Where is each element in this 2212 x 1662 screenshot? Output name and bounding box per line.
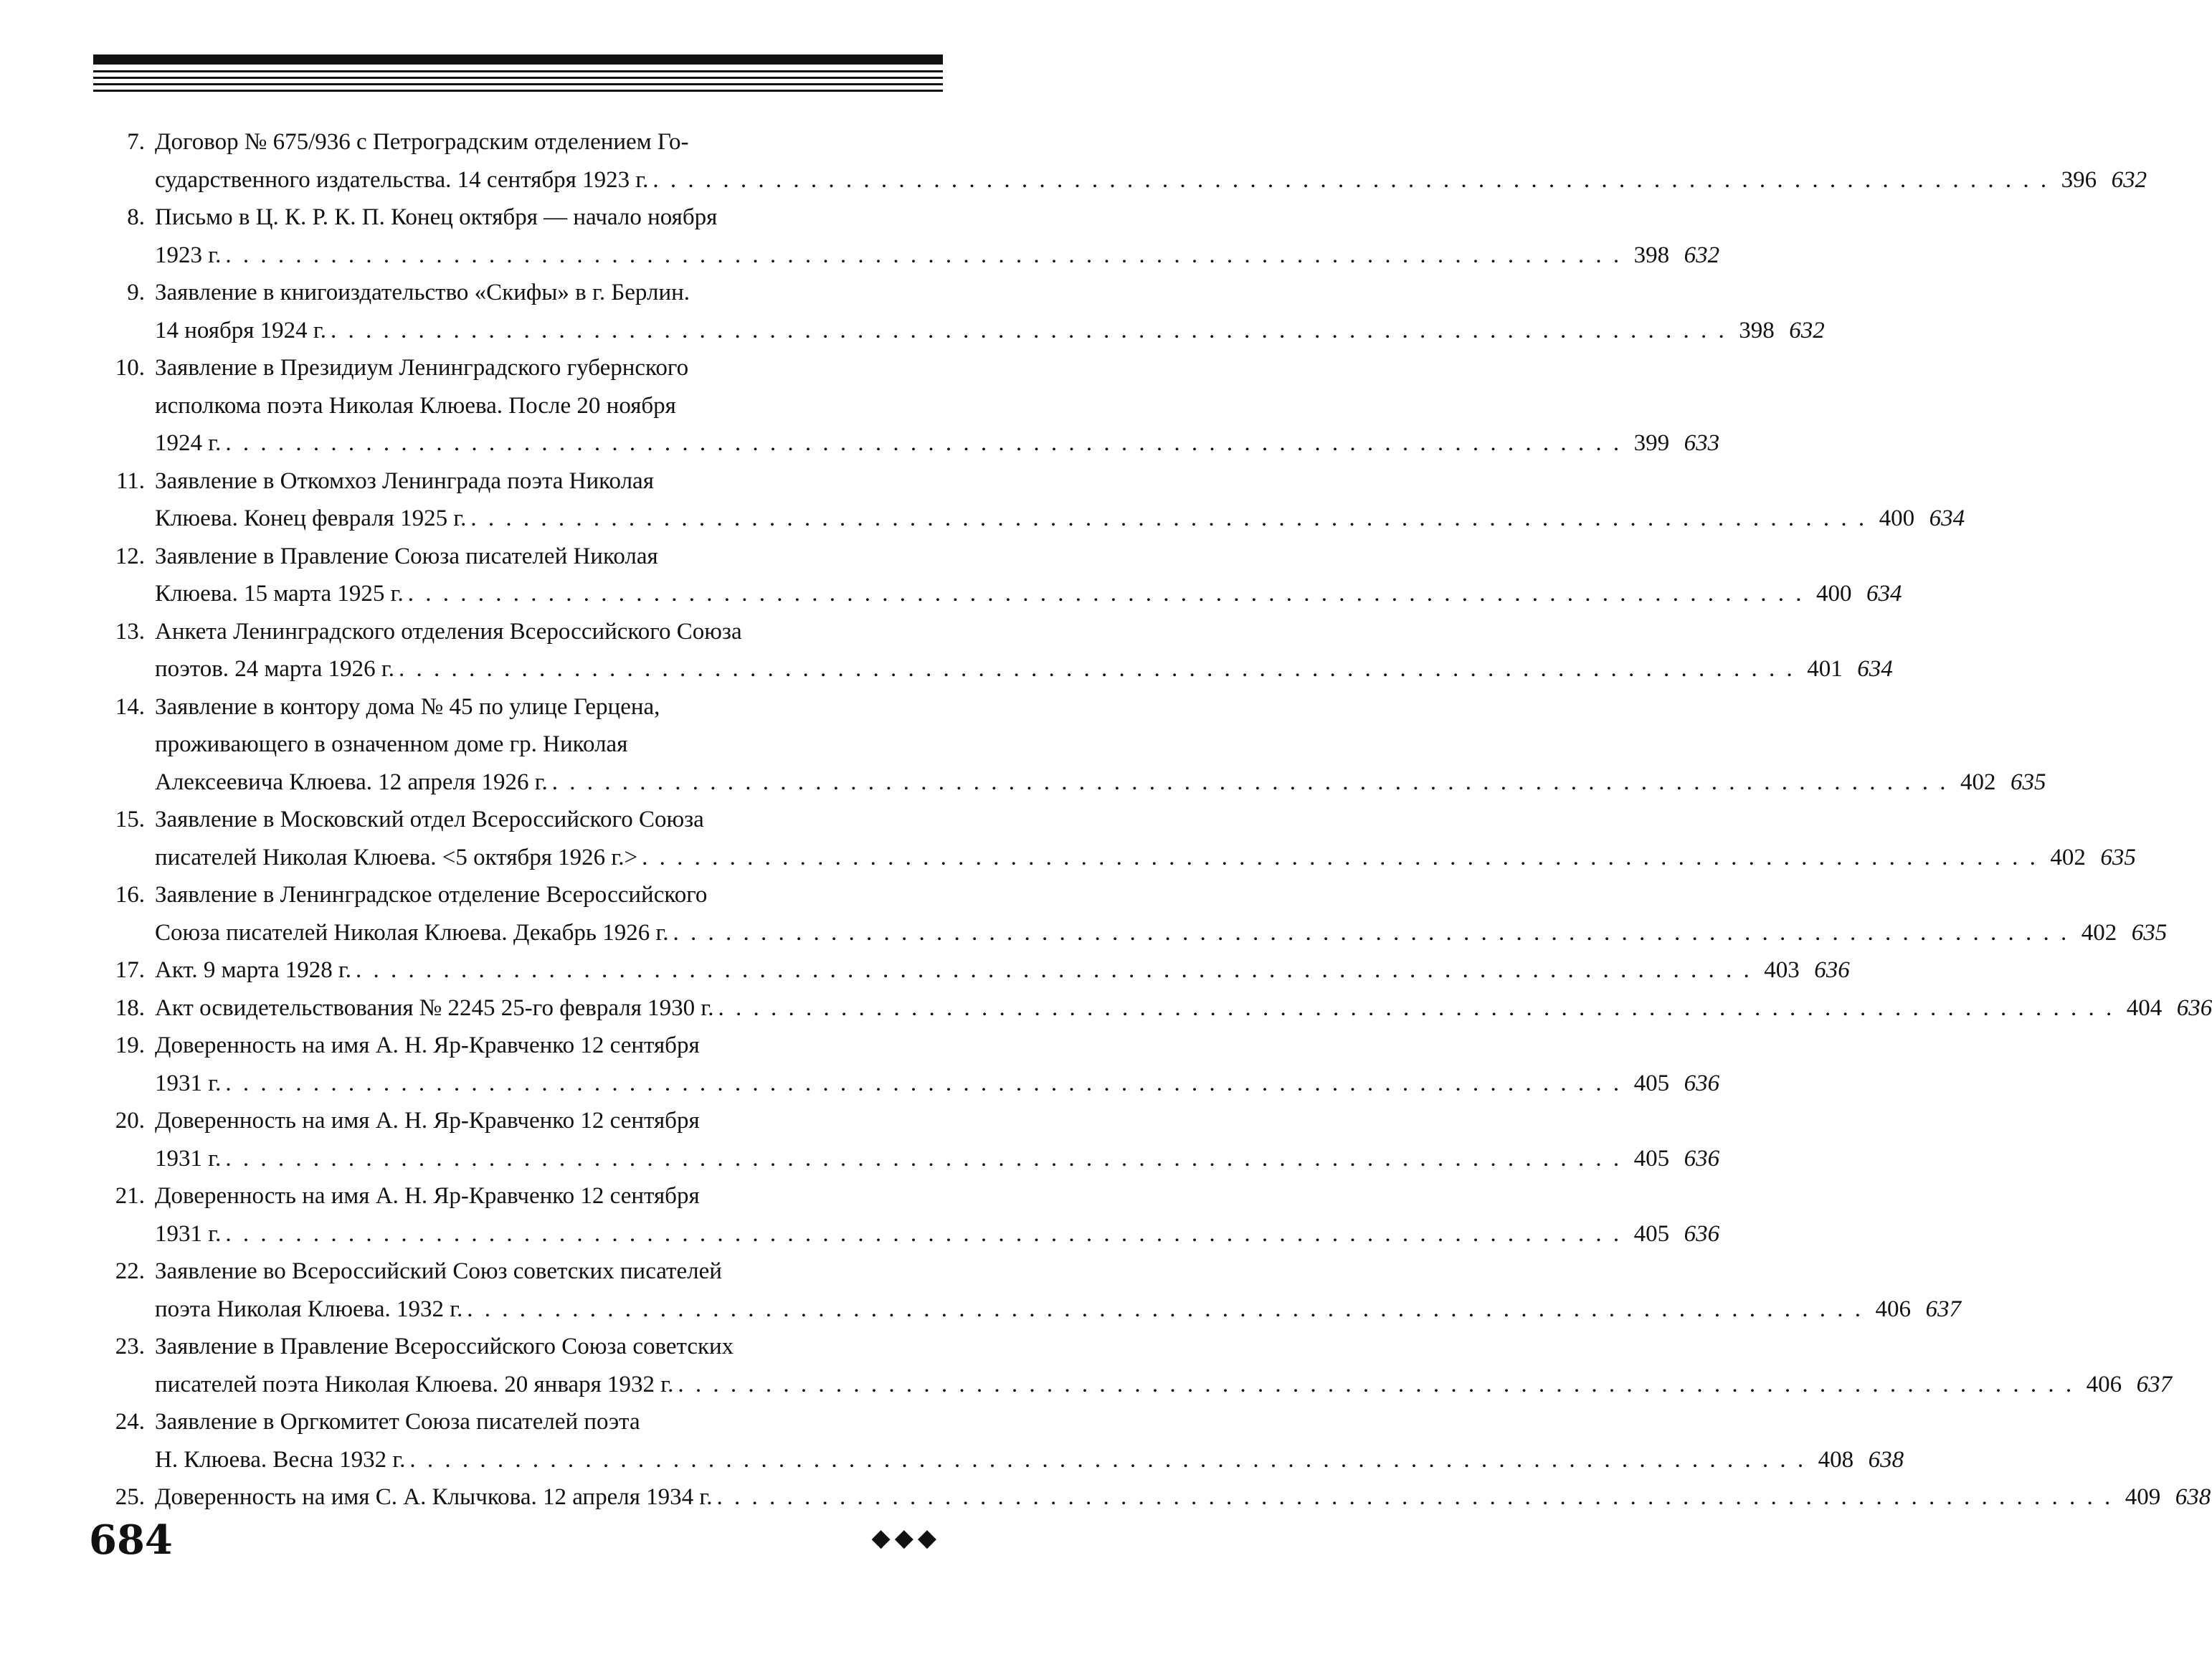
toc-line [93,1140,1720,1178]
entry-title-line: Акт освидетельствования № 2245 25-го февраля 1930 г. [155,994,714,1021]
entry-number: 12. [115,543,145,569]
entry-title-line: писателей Николая Клюева. <5 октября 1926 г.> [155,844,638,870]
commentary-page-ref: 634 [1929,505,1965,531]
entry-number: 19. [115,1032,145,1058]
dot-leader: . . . . . . . . . . . . . . . . . . . . . . . . . . . . . . . . . . . . . . . . . . . . . . . . . . . . . . . . . . . . . . . . . . . . . . . . . . . . . . . . [716,1484,2114,1510]
entry-title-line: Заявление в Президиум Ленинградского губернского [155,355,689,381]
toc-entry [93,1102,1720,1177]
toc-entry [93,1177,1720,1253]
text-page-ref: 402 [2081,919,2117,946]
toc-line [93,462,945,500]
commentary-page-ref: 638 [1868,1446,1904,1473]
entry-title-line: 1931 г. [155,1070,222,1096]
toc-line [93,914,2168,952]
toc-line [93,349,945,387]
page-number: 684 [89,1516,173,1564]
header-thin-rule [93,90,943,92]
toc-entry [93,462,1965,538]
dot-leader: . . . . . . . . . . . . . . . . . . . . . . . . . . . . . . . . . . . . . . . . . . . . . . . . . . . . . . . . . . . . . . . . . . . . . . . . . . . . . . . . [467,1296,1864,1322]
text-page-ref: 403 [1764,957,1800,983]
entry-title-line: Договор № 675/936 с Петроградским отделением Го- [155,129,689,155]
toc-line [93,312,1825,350]
toc-line [93,839,2136,877]
commentary-page-ref: 632 [1789,317,1825,343]
commentary-page-ref: 636 [2176,994,2212,1021]
entry-final-line [155,1478,2211,1516]
entry-title-line: Заявление в Ленинградское отделение Всероссийского [155,882,708,908]
text-page-ref: 405 [1633,1220,1670,1247]
text-page-ref: 400 [1815,581,1852,607]
dot-leader: . . . . . . . . . . . . . . . . . . . . . . . . . . . . . . . . . . . . . . . . . . . . . . . . . . . . . . . . . . . . . . . . . . . . . . . . . . . . . . . . [356,957,1752,983]
dot-leader: . . . . . . . . . . . . . . . . . . . . . . . . . . . . . . . . . . . . . . . . . . . . . . . . . . . . . . . . . . . . . . . . . . . . . . . . . . . . . . . . [407,581,1805,607]
toc-entry [93,801,2136,876]
toc-entry [93,1403,1904,1478]
toc-line [93,161,2147,199]
entry-title-line: Доверенность на имя С. А. Клычкова. 12 апреля 1934 г. [155,1484,713,1510]
entry-final-line [155,424,1720,462]
text-page-ref: 404 [2126,994,2163,1021]
entry-title-line: Заявление во Всероссийский Союз советских писателей [155,1258,722,1284]
entry-number: 21. [115,1183,145,1209]
entry-final-line [155,951,1850,989]
toc-line [93,1366,2173,1404]
entry-title-line: Заявление в Правление Союза писателей Николая [155,543,658,569]
text-page-ref: 406 [1875,1296,1912,1322]
entry-number: 13. [115,618,145,645]
toc-line [93,688,945,726]
toc-line [93,989,2212,1027]
entry-number: 7. [127,129,145,155]
entry-title-line: 1931 г. [155,1145,222,1172]
text-page-ref: 409 [2125,1484,2161,1510]
entry-title-line: поэта Николая Клюева. 1932 г. [155,1296,463,1322]
entry-title-line: Заявление в Московский отдел Всероссийского Союза [155,807,704,832]
commentary-page-ref: 638 [2175,1484,2211,1510]
toc-line [93,387,945,425]
toc-entry [93,951,1850,989]
dot-leader: . . . . . . . . . . . . . . . . . . . . . . . . . . . . . . . . . . . . . . . . . . . . . . . . . . . . . . . . . . . . . . . . . . . . . . . . . . . . . . . . [225,1070,1623,1096]
dot-leader: . . . . . . . . . . . . . . . . . . . . . . . . . . . . . . . . . . . . . . . . . . . . . . . . . . . . . . . . . . . . . . . . . . . . . . . . . . . . . . . . [470,505,1868,531]
entry-number: 22. [115,1258,145,1284]
entry-number: 20. [115,1108,145,1134]
text-page-ref: 405 [1633,1070,1670,1096]
entry-final-line [155,500,1965,538]
toc-line [93,1027,945,1065]
entry-number: 11. [115,467,145,494]
entry-title-line: сударственного издательства. 14 сентября 1923 г. [155,166,649,193]
dot-leader: . . . . . . . . . . . . . . . . . . . . . . . . . . . . . . . . . . . . . . . . . . . . . . . . . . . . . . . . . . . . . . . . . . . . . . . . . . . . . . . . [398,656,1795,682]
text-page-ref: 398 [1633,242,1670,268]
entry-title-line: 14 ноября 1924 г. [155,317,326,343]
entry-final-line [155,1441,1904,1479]
entry-title-line: Письмо в Ц. К. Р. К. П. Конец октября — начало ноября [155,204,718,230]
toc-entry [93,538,1902,613]
entry-title-line: Доверенность на имя А. Н. Яр-Кравченко 12 сентября [155,1108,700,1134]
dot-leader: . . . . . . . . . . . . . . . . . . . . . . . . . . . . . . . . . . . . . . . . . . . . . . . . . . . . . . . . . . . . . . . . . . . . . . . . . . . . . . . . [551,769,1949,795]
commentary-page-ref: 634 [1866,581,1902,607]
toc-entry [93,274,1825,349]
entry-number: 9. [127,280,145,305]
entry-title-line: Клюева. Конец февраля 1925 г. [155,505,467,531]
dot-leader: . . . . . . . . . . . . . . . . . . . . . . . . . . . . . . . . . . . . . . . . . . . . . . . . . . . . . . . . . . . . . . . . . . . . . . . . . . . . . . . . [652,166,2050,193]
entry-title-line: проживающего в означенном доме гр. Николая [155,731,628,757]
entry-final-line [155,312,1825,350]
dot-leader: . . . . . . . . . . . . . . . . . . . . . . . . . . . . . . . . . . . . . . . . . . . . . . . . . . . . . . . . . . . . . . . . . . . . . . . . . . . . . . . . [673,919,2070,946]
dot-leader: . . . . . . . . . . . . . . . . . . . . . . . . . . . . . . . . . . . . . . . . . . . . . . . . . . . . . . . . . . . . . . . . . . . . . . . . . . . . . . . . [331,317,1727,343]
entry-title-line: Анкета Ленинградского отделения Всероссийского Союза [155,618,742,645]
entry-title-line: исполкома поэта Николая Клюева. После 20 ноября [155,392,676,419]
toc-line [93,876,945,914]
toc-line [93,613,945,651]
entry-final-line [155,914,2168,952]
toc-line [93,538,945,576]
entry-title-line: Клюева. 15 марта 1925 г. [155,581,404,607]
header-thick-rule [93,54,943,65]
dot-leader: . . . . . . . . . . . . . . . . . . . . . . . . . . . . . . . . . . . . . . . . . . . . . . . . . . . . . . . . . . . . . . . . . . . . . . . . . . . . . . . . [409,1446,1807,1473]
toc-line [93,801,945,839]
toc-entry [93,989,2212,1027]
header-thin-rule [93,77,943,79]
entry-number: 16. [115,882,145,908]
entry-final-line [155,1291,1962,1329]
table-of-contents [93,123,2212,1516]
toc-entry [93,1253,1962,1328]
entry-title-line: Н. Клюева. Весна 1932 г. [155,1446,406,1473]
toc-entry [93,688,2046,802]
commentary-page-ref: 636 [1684,1220,1720,1247]
entry-final-line [155,575,1902,613]
toc-line [93,274,945,312]
toc-line [93,1328,945,1366]
commentary-page-ref: 632 [2111,166,2147,193]
toc-line [93,1253,945,1291]
text-page-ref: 408 [1818,1446,1854,1473]
dot-leader: . . . . . . . . . . . . . . . . . . . . . . . . . . . . . . . . . . . . . . . . . . . . . . . . . . . . . . . . . . . . . . . . . . . . . . . . . . . . . . . . [718,994,2115,1021]
toc-line [93,1441,1904,1479]
entry-number: 24. [115,1409,145,1435]
toc-line [93,1102,945,1140]
toc-line [93,1291,1962,1329]
toc-line [93,726,945,764]
toc-line [93,199,945,237]
toc-entry [93,349,1720,462]
commentary-page-ref: 635 [2100,844,2136,870]
text-page-ref: 396 [2061,166,2097,193]
text-page-ref: 402 [1960,769,1996,795]
toc-line [93,500,1965,538]
dot-leader: . . . . . . . . . . . . . . . . . . . . . . . . . . . . . . . . . . . . . . . . . . . . . . . . . . . . . . . . . . . . . . . . . . . . . . . . . . . . . . . . [225,242,1623,268]
entry-number: 17. [115,957,145,983]
entry-number: 18. [115,994,145,1021]
entry-title-line: 1924 г. [155,430,222,456]
entry-title-line: Заявление в Правление Всероссийского Союза советских [155,1334,734,1359]
entry-title-line: поэтов. 24 марта 1926 г. [155,656,394,682]
toc-entry [93,613,1893,688]
commentary-page-ref: 635 [2011,769,2046,795]
entry-number: 15. [115,807,145,832]
toc-line [93,123,945,161]
entry-title-line: Заявление в Оргкомитет Союза писателей поэта [155,1409,640,1435]
header-thin-rule [93,70,943,72]
toc-line [93,1177,945,1215]
toc-line [93,650,1893,688]
toc-line [93,1478,2211,1516]
toc-entry [93,876,2168,951]
entry-number: 10. [115,355,145,381]
dot-leader: . . . . . . . . . . . . . . . . . . . . . . . . . . . . . . . . . . . . . . . . . . . . . . . . . . . . . . . . . . . . . . . . . . . . . . . . . . . . . . . . [225,1220,1623,1247]
entry-title-line: 1931 г. [155,1220,222,1247]
diamond-ornament-icon: ◆◆◆ [871,1525,941,1552]
entry-number: 14. [115,693,145,720]
entry-final-line [155,839,2136,877]
commentary-page-ref: 635 [2131,919,2168,946]
entry-number: 25. [115,1484,145,1510]
entry-number: 23. [115,1334,145,1359]
dot-leader: . . . . . . . . . . . . . . . . . . . . . . . . . . . . . . . . . . . . . . . . . . . . . . . . . . . . . . . . . . . . . . . . . . . . . . . . . . . . . . . . [678,1371,2075,1397]
text-page-ref: 405 [1633,1145,1670,1172]
entry-final-line [155,764,2046,802]
entry-title-line: Заявление в книгоиздательство «Скифы» в г. Берлин. [155,280,690,305]
header-thin-rule [93,83,943,85]
header-rule [93,54,943,96]
commentary-page-ref: 637 [2136,1371,2173,1397]
toc-line [93,237,1720,275]
toc-entry [93,123,2147,199]
toc-line [93,1065,1720,1103]
commentary-page-ref: 632 [1684,242,1720,268]
text-page-ref: 398 [1739,317,1775,343]
toc-entry [93,199,1720,274]
toc-line [93,951,1850,989]
dot-leader: . . . . . . . . . . . . . . . . . . . . . . . . . . . . . . . . . . . . . . . . . . . . . . . . . . . . . . . . . . . . . . . . . . . . . . . . . . . . . . . . [225,430,1623,456]
entry-title-line: 1923 г. [155,242,222,268]
text-page-ref: 402 [2050,844,2086,870]
commentary-page-ref: 633 [1684,430,1720,456]
toc-line [93,1403,945,1441]
text-page-ref: 399 [1633,430,1670,456]
entry-final-line [155,1065,1720,1103]
toc-line [93,424,1720,462]
toc-entry [93,1478,2211,1516]
toc-line [93,764,2046,802]
toc-line [93,1215,1720,1253]
entry-final-line [155,989,2212,1027]
entry-title-line: Акт. 9 марта 1928 г. [155,957,352,983]
entry-final-line [155,237,1720,275]
entry-title-line: Доверенность на имя А. Н. Яр-Кравченко 12 сентября [155,1032,700,1058]
entry-title-line: Заявление в Откомхоз Ленинграда поэта Николая [155,467,654,494]
dot-leader: . . . . . . . . . . . . . . . . . . . . . . . . . . . . . . . . . . . . . . . . . . . . . . . . . . . . . . . . . . . . . . . . . . . . . . . . . . . . . . . . [642,844,2038,870]
commentary-page-ref: 636 [1684,1070,1720,1096]
entry-final-line [155,161,2147,199]
entry-number: 8. [127,204,145,230]
commentary-page-ref: 636 [1684,1145,1720,1172]
dot-leader: . . . . . . . . . . . . . . . . . . . . . . . . . . . . . . . . . . . . . . . . . . . . . . . . . . . . . . . . . . . . . . . . . . . . . . . . . . . . . . . . [225,1145,1623,1172]
commentary-page-ref: 634 [1857,656,1893,682]
toc-line [93,575,1902,613]
text-page-ref: 406 [2086,1371,2122,1397]
text-page-ref: 400 [1879,505,1915,531]
toc-entry [93,1027,1720,1102]
entry-final-line [155,1215,1720,1253]
commentary-page-ref: 637 [1925,1296,1962,1322]
entry-title-line: Доверенность на имя А. Н. Яр-Кравченко 12 сентября [155,1183,700,1209]
entry-title-line: писателей поэта Николая Клюева. 20 января 1932 г. [155,1371,674,1397]
entry-title-line: Алексеевича Клюева. 12 апреля 1926 г. [155,769,548,795]
toc-entry [93,1328,2173,1403]
entry-title-line: Заявление в контору дома № 45 по улице Герцена, [155,693,660,720]
commentary-page-ref: 636 [1814,957,1850,983]
text-page-ref: 401 [1807,656,1843,682]
entry-final-line [155,1140,1720,1178]
entry-final-line [155,1366,2173,1404]
entry-title-line: Союза писателей Николая Клюева. Декабрь 1926 г. [155,919,669,946]
entry-final-line [155,650,1893,688]
